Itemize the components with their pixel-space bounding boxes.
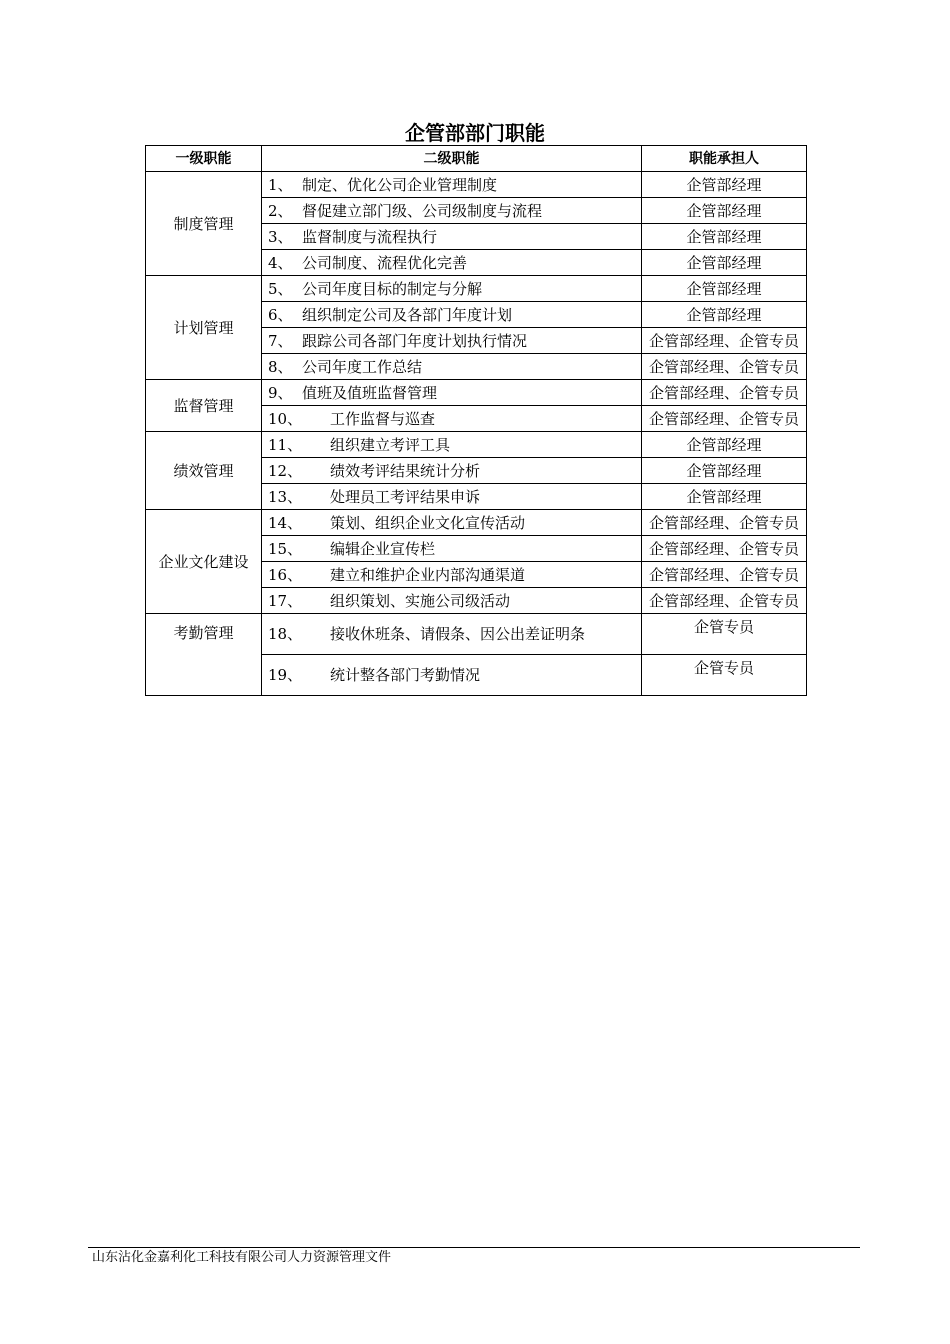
table-row [146, 172, 807, 198]
owner-cell: 企管专员 [642, 655, 807, 696]
owner-cell: 企管部经理 [642, 172, 807, 198]
task-text: 公司年度目标的制定与分解 [302, 279, 483, 298]
task-text: 跟踪公司各部门年度计划执行情况 [302, 331, 528, 350]
table-header-row [146, 146, 807, 172]
owner-cell: 企管部经理、企管专员 [642, 406, 807, 432]
group-name: 监督管理 [146, 380, 262, 432]
table-row [146, 432, 807, 458]
task-text: 组织建立考评工具 [330, 435, 451, 454]
task-cell [262, 562, 642, 588]
task-text: 建立和维护企业内部沟通渠道 [330, 565, 526, 584]
task-number: 8、 [268, 357, 293, 376]
task-cell [262, 614, 642, 655]
task-text: 监督制度与流程执行 [302, 227, 438, 246]
owner-cell: 企管部经理、企管专员 [642, 588, 807, 614]
owner-cell: 企管部经理 [642, 198, 807, 224]
group-name: 制度管理 [146, 172, 262, 276]
task-number: 11、 [268, 435, 303, 454]
task-text: 督促建立部门级、公司级制度与流程 [302, 201, 543, 220]
owner-cell: 企管部经理 [642, 250, 807, 276]
task-text: 制定、优化公司企业管理制度 [302, 175, 498, 194]
task-cell [262, 588, 642, 614]
task-number: 6、 [268, 305, 293, 324]
task-number: 5、 [268, 279, 293, 298]
task-number: 4、 [268, 253, 293, 272]
task-text: 值班及值班监督管理 [302, 383, 438, 402]
task-text: 公司年度工作总结 [302, 357, 423, 376]
task-cell [262, 172, 642, 198]
header-level2: 二级职能 [262, 146, 642, 172]
task-cell [262, 484, 642, 510]
task-number: 12、 [268, 461, 303, 480]
task-number: 15、 [268, 539, 303, 558]
header-level1: 一级职能 [146, 146, 262, 172]
task-number: 9、 [268, 383, 293, 402]
task-cell [262, 250, 642, 276]
task-number: 7、 [268, 331, 293, 350]
group-name: 计划管理 [146, 276, 262, 380]
task-number: 3、 [268, 227, 293, 246]
owner-cell: 企管部经理、企管专员 [642, 328, 807, 354]
task-cell [262, 406, 642, 432]
footer-text: 山东沾化金嘉利化工科技有限公司人力资源管理文件 [92, 1250, 392, 1265]
task-cell [262, 432, 642, 458]
task-number: 13、 [268, 487, 303, 506]
owner-cell: 企管部经理 [642, 432, 807, 458]
footer-divider [88, 1247, 860, 1248]
task-number: 17、 [268, 591, 303, 610]
owner-cell: 企管部经理 [642, 302, 807, 328]
owner-cell: 企管部经理、企管专员 [642, 562, 807, 588]
owner-cell: 企管部经理、企管专员 [642, 354, 807, 380]
table-row [146, 614, 807, 655]
task-cell [262, 276, 642, 302]
task-text: 编辑企业宣传栏 [330, 539, 436, 558]
task-cell [262, 458, 642, 484]
task-text: 组织制定公司及各部门年度计划 [302, 305, 513, 324]
duties-table [145, 145, 807, 696]
task-number: 14、 [268, 513, 303, 532]
group-name: 绩效管理 [146, 432, 262, 510]
task-cell [262, 354, 642, 380]
table-row [146, 380, 807, 406]
owner-cell: 企管部经理 [642, 276, 807, 302]
task-number: 2、 [268, 201, 293, 220]
task-number: 1、 [268, 175, 293, 194]
task-text: 公司制度、流程优化完善 [302, 253, 468, 272]
task-number: 19、 [268, 666, 303, 684]
owner-cell: 企管部经理、企管专员 [642, 536, 807, 562]
task-text: 绩效考评结果统计分析 [330, 461, 481, 480]
table-row [146, 510, 807, 536]
task-cell [262, 536, 642, 562]
table-body [146, 172, 807, 696]
owner-cell: 企管部经理、企管专员 [642, 380, 807, 406]
task-text: 处理员工考评结果申诉 [330, 487, 481, 506]
owner-cell: 企管部经理、企管专员 [642, 510, 807, 536]
page-title: 企管部部门职能 [405, 121, 545, 145]
task-cell [262, 198, 642, 224]
owner-cell: 企管部经理 [642, 224, 807, 250]
task-text: 策划、组织企业文化宣传活动 [330, 513, 526, 532]
table-row [146, 276, 807, 302]
header-owner: 职能承担人 [642, 146, 807, 172]
task-cell [262, 302, 642, 328]
group-name: 企业文化建设 [146, 510, 262, 614]
task-cell [262, 224, 642, 250]
owner-cell: 企管部经理 [642, 458, 807, 484]
task-cell [262, 510, 642, 536]
task-text: 接收休班条、请假条、因公出差证明条 [330, 625, 586, 643]
task-cell [262, 655, 642, 696]
group-name: 考勤管理 [146, 614, 262, 696]
task-cell [262, 328, 642, 354]
owner-cell: 企管专员 [642, 614, 807, 655]
task-number: 18、 [268, 625, 303, 643]
task-number: 10、 [268, 409, 303, 428]
owner-cell: 企管部经理 [642, 484, 807, 510]
task-number: 16、 [268, 565, 303, 584]
task-text: 工作监督与巡查 [330, 409, 436, 428]
task-text: 统计整各部门考勤情况 [330, 666, 481, 684]
task-cell [262, 380, 642, 406]
task-text: 组织策划、实施公司级活动 [330, 591, 511, 610]
